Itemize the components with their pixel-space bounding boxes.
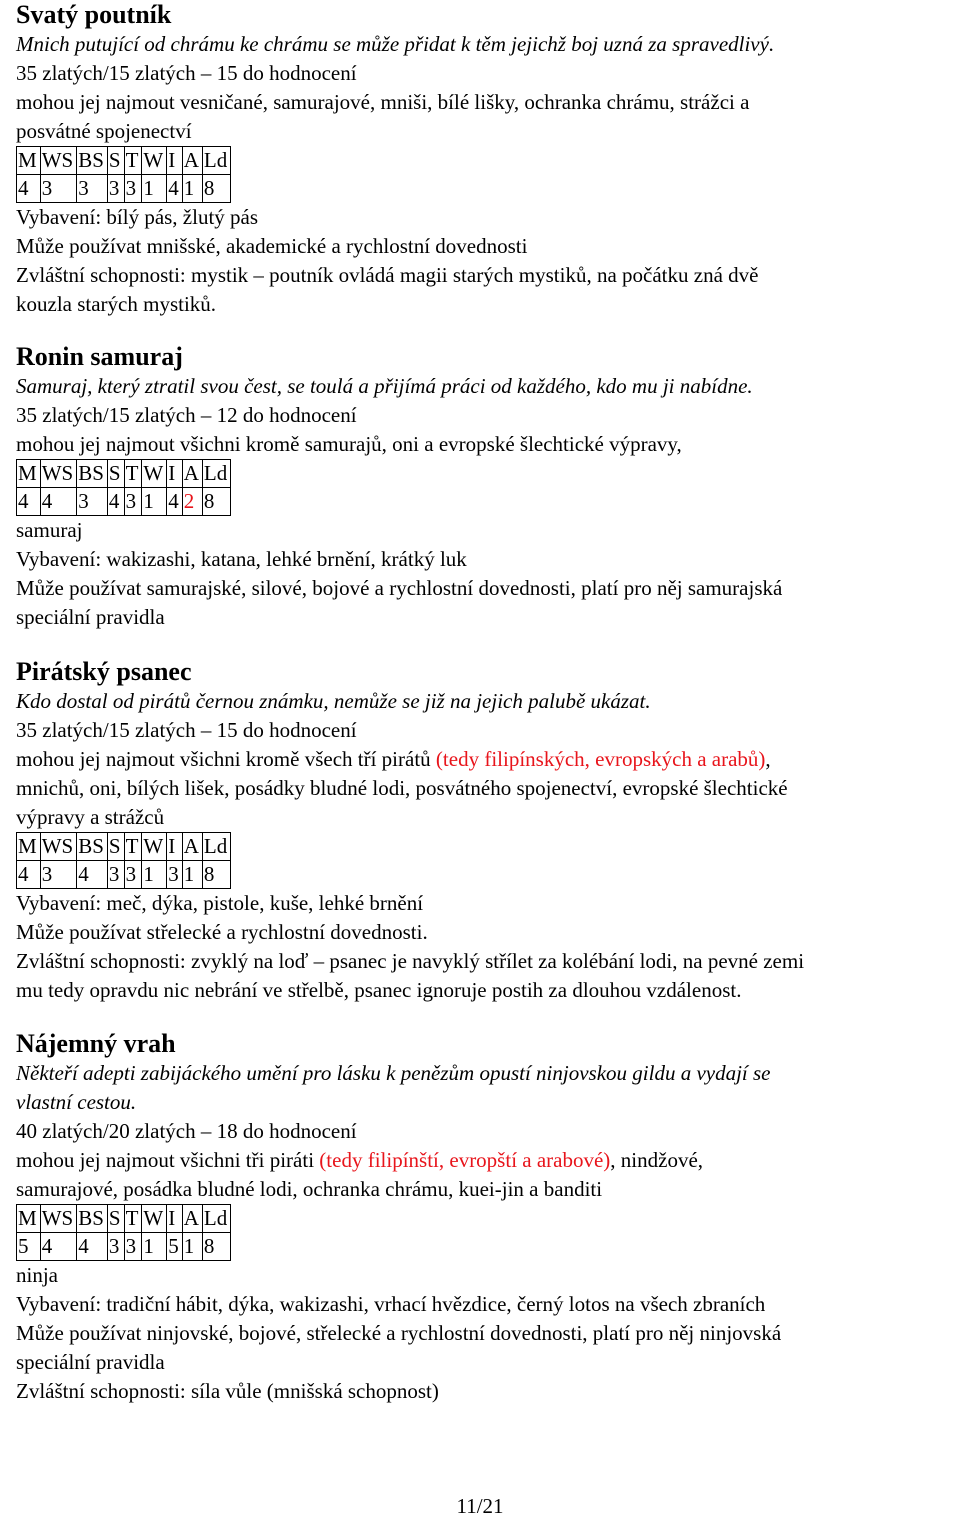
stat-value: 1 (142, 861, 167, 889)
stat-value: 4 (17, 175, 41, 203)
section-title: Svatý poutník (16, 0, 172, 29)
page-number: 11/21 (456, 1494, 504, 1518)
stat-value: 3 (107, 1233, 124, 1261)
stat-header-bs: BS (77, 1205, 108, 1233)
stat-header-ld: Ld (202, 460, 230, 488)
stat-header-ld: Ld (202, 147, 230, 175)
stat-value: 1 (142, 1233, 167, 1261)
stat-value: 4 (17, 861, 41, 889)
stat-value: 4 (107, 488, 124, 516)
stat-header-bs: BS (77, 833, 108, 861)
document-page (16, 0, 960, 1517)
stat-header-s: S (107, 833, 124, 861)
stat-header-t: T (124, 833, 142, 861)
section-title: Ronin samuraj (16, 342, 183, 371)
stats-value-row (17, 861, 231, 889)
section-special: Zvláštní schopnosti: zvyklý na loď – psanec je navyklý střílet za kolébání lodi, na pevné zemi (16, 949, 805, 973)
stat-header-ws: WS (40, 460, 77, 488)
section-cost: 35 zlatých/15 zlatých – 15 do hodnocení (16, 61, 357, 85)
hire-text: , nindžové, (610, 1148, 704, 1172)
section-description: Kdo dostal od pirátů černou známku, nemůže se již na jejich palubě ukázat. (16, 689, 651, 713)
section-title: Nájemný vrah (16, 1029, 176, 1058)
section-skills: Může používat ninjovské, bojové, střelecké a rychlostní dovednosti, platí pro něj ninjovská (16, 1321, 782, 1345)
stats-table (16, 459, 231, 516)
stat-value: 3 (124, 488, 142, 516)
stat-header-s: S (107, 147, 124, 175)
stats-header-row (17, 460, 231, 488)
stat-value: 1 (182, 1233, 202, 1261)
stat-value: 4 (167, 175, 183, 203)
stat-value: 3 (167, 861, 183, 889)
section-hire-line: výpravy a strážců (16, 805, 165, 829)
section-cost: 40 zlatých/20 zlatých – 18 do hodnocení (16, 1119, 357, 1143)
hire-text-highlighted: (tedy filipínských, evropských a arabů) (435, 747, 766, 771)
stats-value-row (17, 175, 231, 203)
stat-header-bs: BS (77, 147, 108, 175)
section-hire-line (16, 745, 960, 774)
hire-text: , (765, 747, 771, 771)
section-title: Pirátský psanec (16, 657, 192, 686)
stat-value: 1 (182, 861, 202, 889)
stat-value: 8 (202, 1233, 230, 1261)
hire-text: mohou jej najmout všichni kromě všech tří pirátů (16, 747, 436, 771)
stat-header-s: S (107, 1205, 124, 1233)
section-description: vlastní cestou. (16, 1090, 137, 1114)
stats-table (16, 1204, 231, 1261)
stat-value: 4 (40, 488, 77, 516)
section-skills: Může používat střelecké a rychlostní dovednosti. (16, 920, 428, 944)
section-special: Zvláštní schopnosti: mystik – poutník ovládá magii starých mystiků, na počátku zná dvě (16, 263, 759, 287)
section-cost: 35 zlatých/15 zlatých – 15 do hodnocení (16, 718, 357, 742)
stat-value: 4 (40, 1233, 77, 1261)
stats-value-row (17, 1233, 231, 1261)
section-skills: Může používat mnišské, akademické a rychlostní dovednosti (16, 234, 528, 258)
stat-header-a: A (182, 833, 202, 861)
section-equipment: Vybavení: bílý pás, žlutý pás (16, 205, 259, 229)
stat-value: 4 (167, 488, 183, 516)
stat-value: 3 (124, 175, 142, 203)
stat-value: 3 (107, 175, 124, 203)
stat-header-w: W (142, 1205, 167, 1233)
section-najemny-vrah (16, 1029, 960, 1406)
stat-header-a: A (182, 1205, 202, 1233)
stat-header-m: M (17, 1205, 41, 1233)
stat-header-i: I (167, 147, 183, 175)
stat-value: 1 (142, 488, 167, 516)
stat-value: 1 (182, 175, 202, 203)
stat-value: 4 (77, 861, 108, 889)
section-ronin-samuraj (16, 342, 960, 632)
section-hire-line: samurajové, posádka bludné lodi, ochranka chrámu, kuei-jin a banditi (16, 1177, 603, 1201)
stat-value: 3 (77, 488, 108, 516)
section-type: samuraj (16, 518, 83, 542)
stat-value: 3 (124, 861, 142, 889)
stat-header-t: T (124, 147, 142, 175)
stat-header-m: M (17, 460, 41, 488)
stat-header-i: I (167, 1205, 183, 1233)
section-svaty-poutnik (16, 0, 960, 319)
stat-header-ws: WS (40, 1205, 77, 1233)
stats-header-row (17, 833, 231, 861)
stat-value: 1 (142, 175, 167, 203)
section-equipment: Vybavení: meč, dýka, pistole, kuše, lehké brnění (16, 891, 424, 915)
section-special: mu tedy opravdu nic nebrání ve střelbě, psanec ignoruje postih za dlouhou vzdálenost. (16, 978, 742, 1002)
stats-table (16, 832, 231, 889)
stat-value: 3 (77, 175, 108, 203)
section-piratsky-psanec (16, 657, 960, 1005)
section-type: ninja (16, 1263, 58, 1287)
stat-header-w: W (142, 147, 167, 175)
stat-header-ld: Ld (202, 833, 230, 861)
stat-header-ld: Ld (202, 1205, 230, 1233)
section-description: Mnich putující od chrámu ke chrámu se může přidat k těm jejichž boj uzná za spravedlivý. (16, 32, 775, 56)
stat-header-ws: WS (40, 833, 77, 861)
stat-header-a: A (182, 147, 202, 175)
stats-header-row (17, 147, 231, 175)
section-hire-line: mohou jej najmout všichni kromě samurajů, oni a evropské šlechtické výpravy, (16, 432, 682, 456)
stat-header-w: W (142, 460, 167, 488)
section-skills: speciální pravidla (16, 1350, 165, 1374)
section-description: Samuraj, který ztratil svou čest, se toulá a přijímá práci od každého, kdo mu ji nabídne. (16, 374, 753, 398)
stat-value: 3 (40, 861, 77, 889)
stat-value: 5 (17, 1233, 41, 1261)
stat-header-t: T (124, 460, 142, 488)
stat-value: 4 (17, 488, 41, 516)
section-equipment: Vybavení: wakizashi, katana, lehké brnění, krátký luk (16, 547, 467, 571)
section-special: kouzla starých mystiků. (16, 292, 217, 316)
section-special: Zvláštní schopnosti: síla vůle (mnišská schopnost) (16, 1379, 439, 1403)
stat-value-highlighted: 2 (182, 488, 202, 516)
hire-text: mohou jej najmout všichni tři piráti (16, 1148, 320, 1172)
section-skills: speciální pravidla (16, 605, 165, 629)
stats-header-row (17, 1205, 231, 1233)
section-hire-line: mohou jej najmout vesničané, samurajové, mniši, bílé lišky, ochranka chrámu, strážci a (16, 90, 750, 114)
stat-value: 8 (202, 861, 230, 889)
stats-value-row (17, 488, 231, 516)
stat-header-t: T (124, 1205, 142, 1233)
stat-value: 4 (77, 1233, 108, 1261)
stat-header-i: I (167, 460, 183, 488)
stat-header-s: S (107, 460, 124, 488)
stats-table (16, 146, 231, 203)
section-equipment: Vybavení: tradiční hábit, dýka, wakizashi, vrhací hvězdice, černý lotos na všech zbraních (16, 1292, 766, 1316)
stat-value: 8 (202, 488, 230, 516)
stat-header-w: W (142, 833, 167, 861)
section-hire-line: posvátné spojenectví (16, 119, 192, 143)
stat-header-m: M (17, 147, 41, 175)
section-skills: Může používat samurajské, silové, bojové a rychlostní dovednosti, platí pro něj samurajská (16, 576, 783, 600)
stat-header-m: M (17, 833, 41, 861)
stat-value: 5 (167, 1233, 183, 1261)
stat-value: 3 (40, 175, 77, 203)
section-hire-line: mnichů, oni, bílých lišek, posádky bludné lodi, posvátného spojenectví, evropské šlechtické (16, 776, 788, 800)
stat-value: 3 (124, 1233, 142, 1261)
hire-text-highlighted: (tedy filipínští, evropští a arabové) (319, 1148, 611, 1172)
stat-value: 3 (107, 861, 124, 889)
stat-value: 8 (202, 175, 230, 203)
section-cost: 35 zlatých/15 zlatých – 12 do hodnocení (16, 403, 357, 427)
section-hire-line (16, 1146, 960, 1175)
section-description: Někteří adepti zabijáckého umění pro lásku k penězům opustí ninjovskou gildu a vydají se (16, 1061, 771, 1085)
stat-header-bs: BS (77, 460, 108, 488)
stat-header-ws: WS (40, 147, 77, 175)
stat-header-i: I (167, 833, 183, 861)
stat-header-a: A (182, 460, 202, 488)
